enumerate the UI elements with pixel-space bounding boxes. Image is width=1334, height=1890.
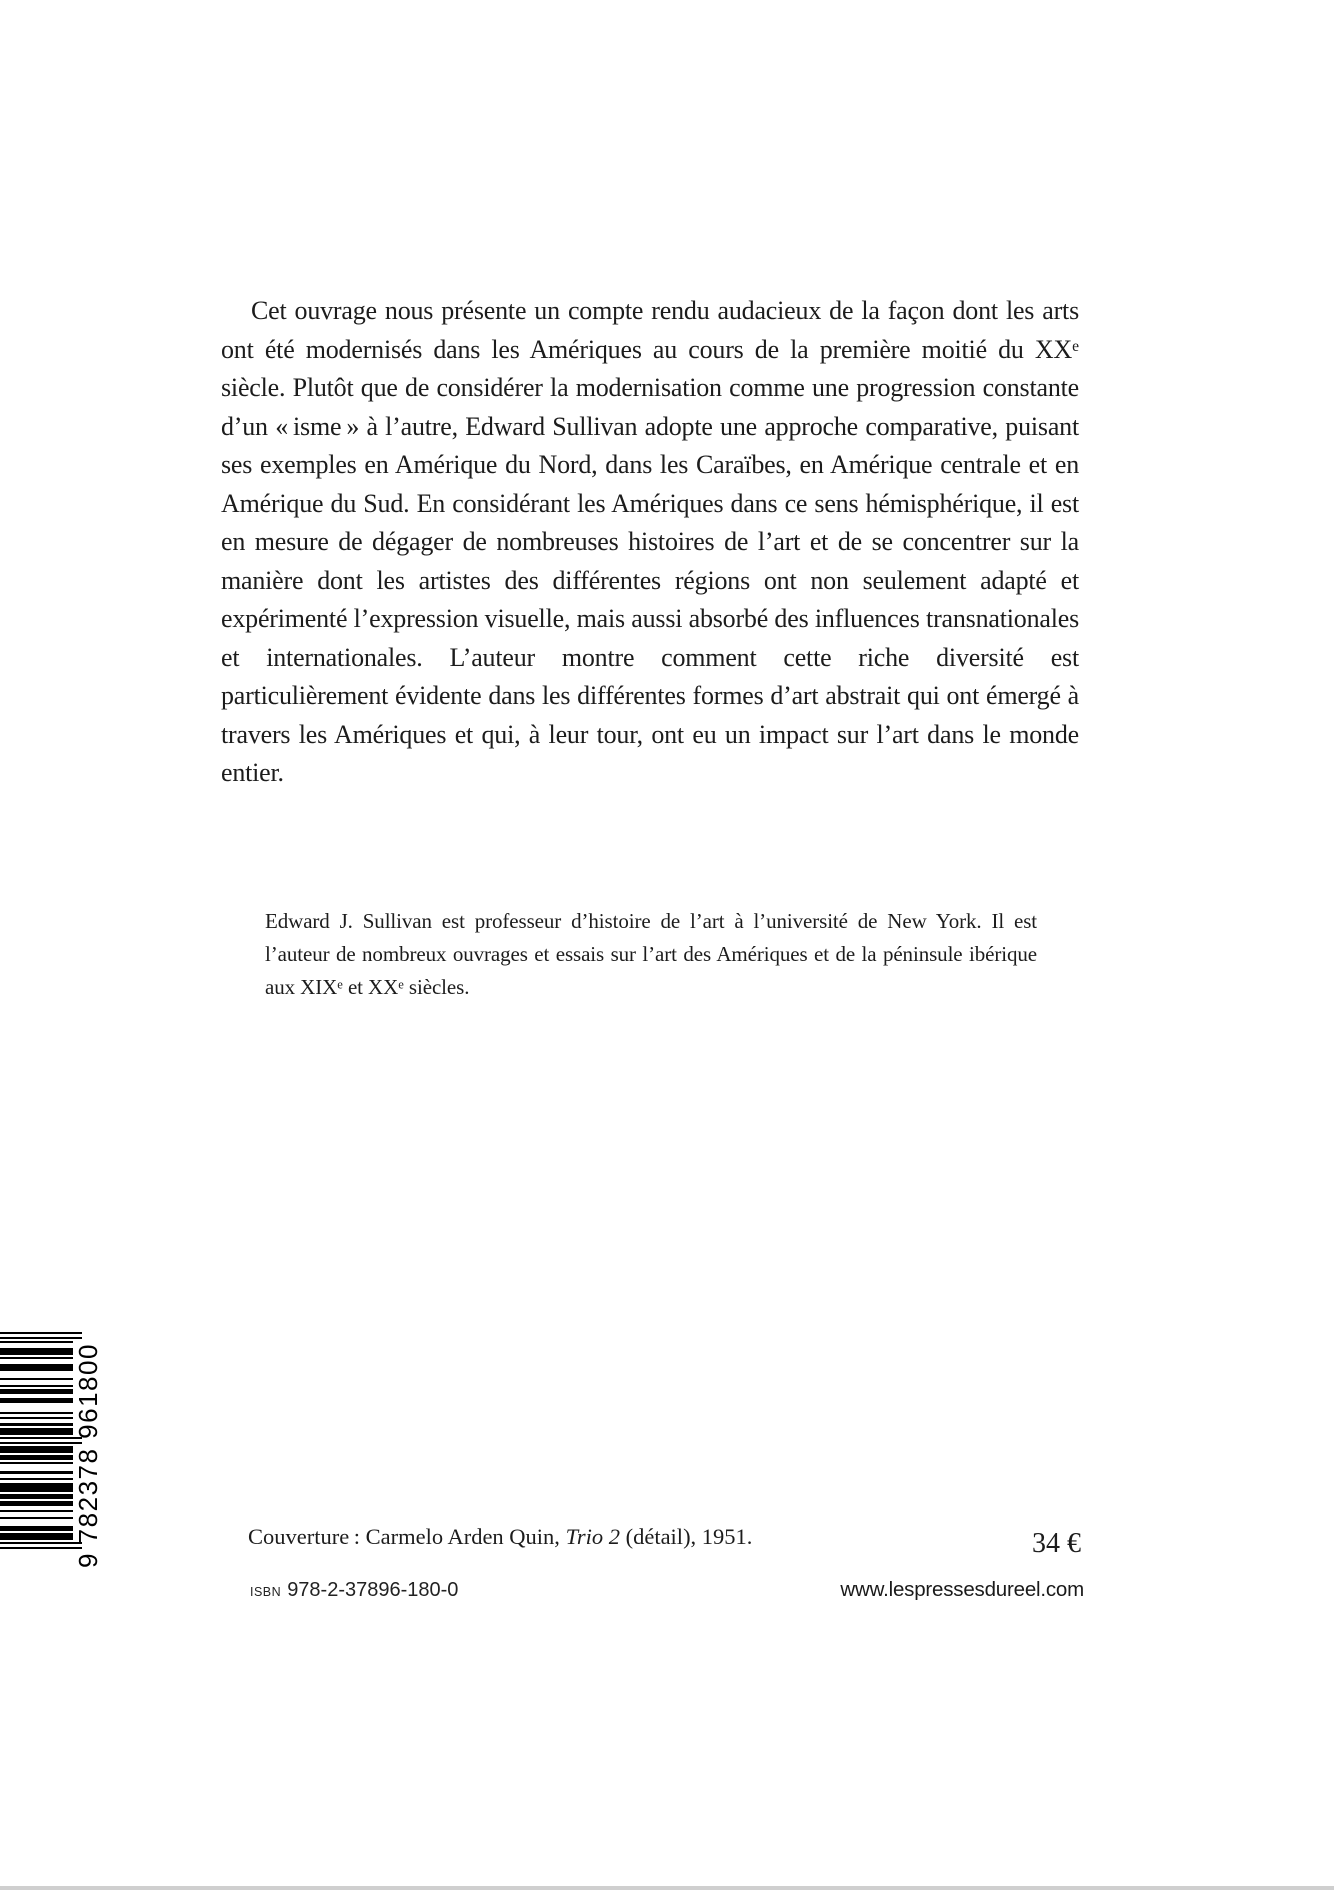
page-bottom-edge (0, 1886, 1334, 1890)
isbn-value: 978-2-37896-180-0 (287, 1579, 459, 1601)
isbn-label: ISBN (250, 1585, 282, 1599)
cover-credit: Couverture : Carmelo Arden Quin, Trio 2 (détail), 1951. (248, 1524, 753, 1549)
price: 34 € (1032, 1528, 1081, 1559)
barcode (0, 1332, 112, 1582)
author-bio: Edward J. Sullivan est professeur d’histoire de l’art à l’université de New York. Il est l’auteur de nombreux ouvrages et essais sur l’art des Amériques et de la péninsule ibérique aux XIXe et XXe siècles. (265, 909, 1037, 999)
barcode-bars (0, 1332, 82, 1549)
isbn-line (250, 1578, 458, 1604)
blurb-paragraph: Cet ouvrage nous présente un compte rendu audacieux de la façon dont les arts ont été modernisés dans les Amériques au cours de la première moitié du XXe siècle. Plutôt que de considérer la modernisation comme une progression constante d’un « isme » à l’autre, Edward Sullivan adopte une approche comparative, puisant ses exemples en Amérique du Nord, dans les Caraïbes, en Amérique centrale et en Amérique du Sud. En considérant les Amériques dans ce sens hémisphérique, il est en mesure de dégager de nombreuses histoires de l’art et de se concentrer sur la manière dont les artistes des différentes régions ont non seulement adapté et expérimenté l’expression visuelle, mais aussi absorbé des influences transnationales et internationales. L’auteur montre comment cette riche diversité est particulièrement évidente dans les différentes formes d’art abstrait qui ont émergé à travers les Amériques et qui, à leur tour, ont eu un impact sur l’art dans le monde entier. (221, 296, 1079, 787)
publisher-website: www.lespressesdureel.com (840, 1578, 1084, 1601)
barcode-number: 9 782378 961800 (73, 1343, 103, 1568)
